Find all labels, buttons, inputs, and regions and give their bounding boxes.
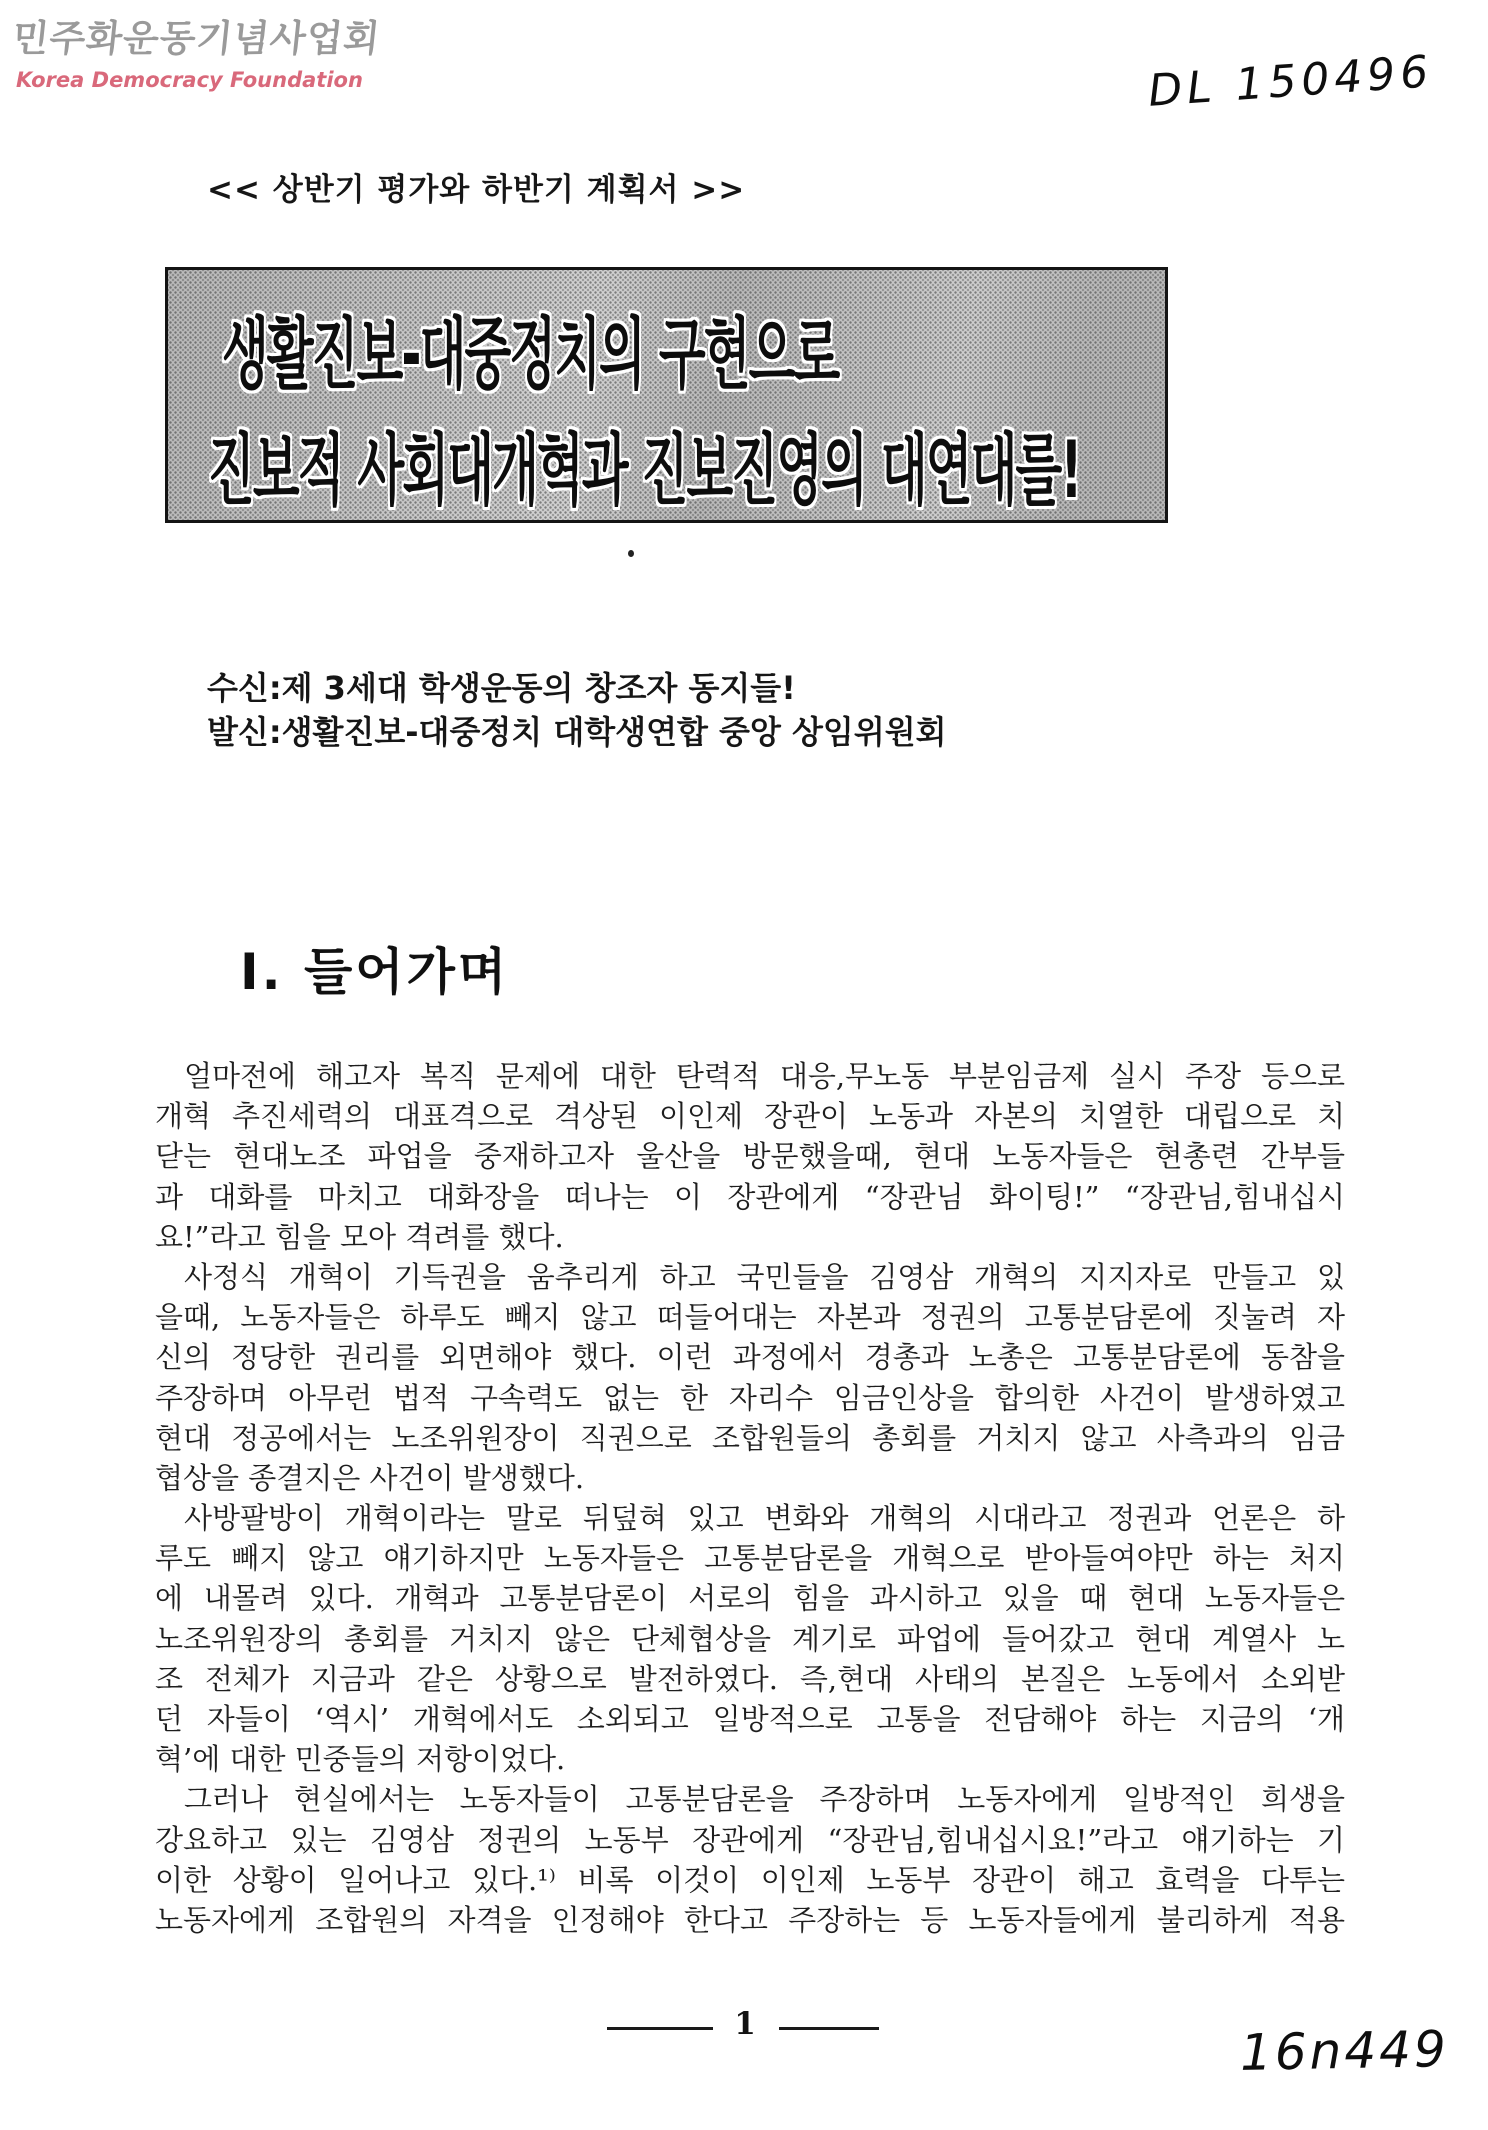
body-line: 노조위원장의 총회를 거치지 않은 단체협상을 계기로 파업에 들어갔고 현대 계열사 노 xyxy=(155,1621,1345,1656)
body-line: 루도 빼지 않고 얘기하지만 노동자들은 고통분담론을 개혁으로 받아들여야만 하는 처지 xyxy=(155,1541,1345,1576)
body-line: 주장하며 아무런 법적 구속력도 없는 한 자리수 임금인상을 합의한 사건이 발생하였고 xyxy=(155,1380,1345,1415)
section-heading: Ⅰ. 들어가며 xyxy=(240,943,510,1001)
banner-title-line2: 진보적 사회대개혁과 진보진영의 대연대를! xyxy=(208,426,1081,516)
body-line: 혁’에 대한 민중들의 저항이었다. xyxy=(155,1742,566,1777)
body-line: 이한 상황이 일어나고 있다.¹⁾ 비록 이것이 이인제 노동부 장관이 해고 효력을 다투는 xyxy=(155,1862,1345,1897)
logo-english-text: Korea Democracy Foundation xyxy=(16,68,363,92)
footer-rule-left xyxy=(607,2027,713,2030)
body-text xyxy=(155,1056,1345,1940)
scan-artifact-dot xyxy=(628,550,634,557)
body-line: 그러나 현실에서는 노동자들이 고통분담론을 주장하며 노동자에게 일방적인 희생을 xyxy=(184,1782,1345,1817)
body-line: 조 전체가 지금과 같은 상황으로 발전하였다. 즉,현대 사태의 본질은 노동에서 소외받 xyxy=(155,1661,1345,1696)
handwritten-archive-code-bottom: 16n449 xyxy=(1239,2020,1450,2082)
body-line: 과 대화를 마치고 대화장을 떠나는 이 장관에게 “장관님 화이팅!” “장관님,힘내십시 xyxy=(155,1179,1345,1214)
body-line: 협상을 종결지은 사건이 발생했다. xyxy=(155,1460,585,1495)
footer-rule-right xyxy=(779,2027,879,2030)
recipient-line: 수신:제 3세대 학생운동의 창조자 동지들! xyxy=(207,669,796,707)
body-line: 현대 정공에서는 노조위원장이 직권으로 조합원들의 총회를 거치지 않고 사측과의 임금 xyxy=(155,1420,1345,1455)
body-line: 개혁 추진세력의 대표격으로 격상된 이인제 장관이 노동과 자본의 치열한 대립으로 치 xyxy=(155,1099,1345,1134)
logo-korean-text: 민주화운동기념사업회 xyxy=(10,17,383,60)
body-line: 강요하고 있는 김영삼 정권의 노동부 장관에게 “장관님,힘내십시요!”라고 얘기하는 기 xyxy=(155,1822,1345,1857)
handwritten-archive-code-top: DL 150496 xyxy=(1146,46,1435,117)
body-line: 닫는 현대노조 파업을 중재하고자 울산을 방문했을때, 현대 노동자들은 현총련 간부들 xyxy=(155,1139,1345,1174)
body-line: 에 내몰려 있다. 개혁과 고통분담론이 서로의 힘을 과시하고 있을 때 현대 노동자들은 xyxy=(155,1581,1345,1616)
title-banner xyxy=(165,267,1168,523)
page-number: 1 xyxy=(734,2006,756,2042)
body-line: 사방팔방이 개혁이라는 말로 뒤덮혀 있고 변화와 개혁의 시대라고 정권과 언론은 하 xyxy=(184,1501,1345,1536)
body-line: 사정식 개혁이 기득권을 움추리게 하고 국민들을 김영삼 개혁의 지지자로 만들고 있 xyxy=(184,1259,1345,1294)
body-line: 노동자에게 조합원의 자격을 인정해야 한다고 주장하는 등 노동자들에게 불리하게 적용 xyxy=(155,1902,1345,1937)
banner-title-line1: 생활진보-대중정치의 구현으로 xyxy=(222,310,839,400)
sender-line: 발신:생활진보-대중정치 대학생연합 중앙 상임위원회 xyxy=(207,713,947,751)
document-header: << 상반기 평가와 하반기 계획서 >> xyxy=(207,172,746,208)
body-line: 을때, 노동자들은 하루도 빼지 않고 떠들어대는 자본과 정권의 고통분담론에 짓눌려 자 xyxy=(155,1300,1345,1335)
body-line: 던 자들이 ‘역시’ 개혁에서도 소외되고 일방적으로 고통을 전담해야 하는 지금의 ‘개 xyxy=(155,1702,1345,1736)
body-line: 신의 정당한 권리를 외면해야 했다. 이런 과정에서 경총과 노총은 고통분담론에 동참을 xyxy=(155,1340,1345,1375)
korea-democracy-foundation-logo xyxy=(10,8,383,92)
body-line: 얼마전에 해고자 복직 문제에 대한 탄력적 대응,무노동 부분임금제 실시 주장 등으로 xyxy=(184,1059,1345,1093)
body-line: 요!”라고 힘을 모아 격려를 했다. xyxy=(155,1219,564,1254)
address-block xyxy=(207,666,947,754)
